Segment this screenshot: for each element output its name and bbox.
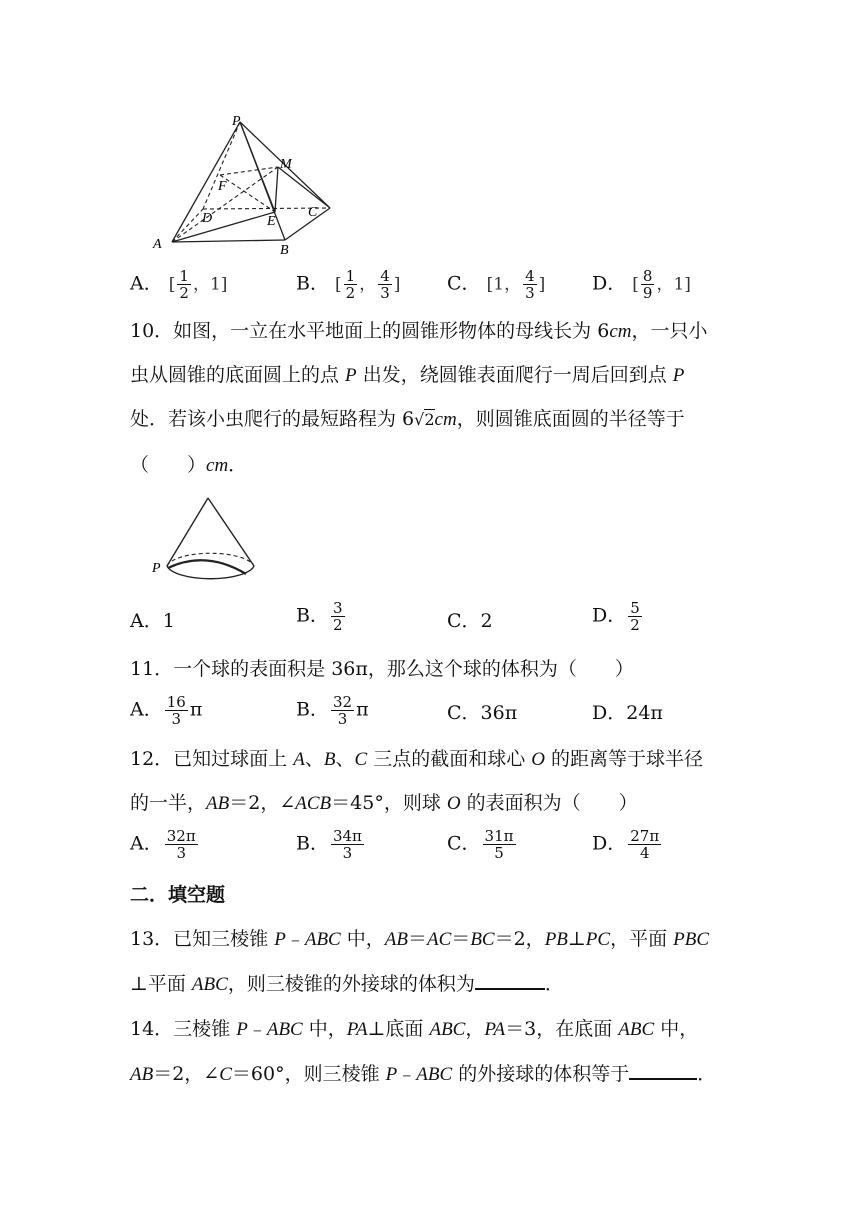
q12-option-c[interactable]: C． $\frac{31\pi}{5}$ [447, 827, 514, 862]
label-C: C [308, 205, 318, 220]
q9-option-d[interactable]: D． [ $\frac{8}{9}$ ，1] [592, 267, 691, 302]
q11-option-b[interactable]: B． $\frac{32}{3}$ π [296, 693, 369, 728]
q11-option-a[interactable]: A． $\frac{16}{3}$ π [130, 693, 203, 728]
q9-option-c[interactable]: C． [1， $\frac{4}{3}$ ] [447, 267, 546, 302]
label-D: D [202, 211, 213, 226]
q9-option-a[interactable]: A． [ $\frac{1}{2}$ ，1] [130, 267, 228, 302]
label-P: P [232, 114, 241, 129]
q10-line-1: 10．如图，一立在水平地面上的圆锥形物体的母线长为 6cm，一只小 [130, 320, 708, 342]
q12-line-1: 12．已知过球面上 A、B、C 三点的截面和球心 O 的距离等于球半径 [130, 748, 704, 770]
q13-line-1: 13．已知三棱锥 P﹣ABC 中，AB＝AC＝BC＝2，PB⊥PC，平面 PBC [130, 928, 709, 950]
q10-option-d[interactable]: D． $\frac{5}{2}$ [592, 599, 640, 634]
q10-line-3: 处．若该小虫爬行的最短路程为 6√2cm，则圆锥底面圆的半径等于 [130, 408, 685, 430]
q12-option-a[interactable]: A． $\frac{32\pi}{3}$ [130, 827, 196, 862]
cone-figure [146, 494, 262, 586]
q10-line-4: （ ）cm． [130, 454, 248, 476]
q9-option-b[interactable]: B． [ $\frac{1}{2}$ ， $\frac{4}{3}$ ] [296, 267, 401, 302]
q10-option-b[interactable]: B． $\frac{3}{2}$ [296, 599, 343, 634]
q11-option-d[interactable]: D．24π [592, 702, 663, 724]
q11-stem: 11．一个球的表面积是 36π，那么这个球的体积为（ ） [130, 658, 634, 680]
q12-option-d[interactable]: D． $\frac{27\pi}{4}$ [592, 827, 660, 862]
cone-label-P: P [152, 561, 161, 576]
q14-line-1: 14．三棱锥 P﹣ABC 中，PA⊥底面 ABC，PA＝3，在底面 ABC 中， [130, 1018, 699, 1040]
q14-line-2: AB＝2，∠C＝60°，则三棱锥 P﹣ABC 的外接球的体积等于 ． [130, 1060, 716, 1088]
label-B: B [280, 243, 289, 254]
q12-line-2: 的一半，AB＝2，∠ACB＝45°，则球 O 的表面积为（ ） [130, 792, 638, 814]
q13-answer-blank[interactable] [475, 970, 545, 990]
section-heading: 二．填空题 [130, 884, 226, 906]
q12-option-b[interactable]: B． $\frac{34\pi}{3}$ [296, 827, 362, 862]
label-F: F [218, 179, 227, 194]
q13-line-2: ⊥平面 ABC，则三棱锥的外接球的体积为 ． [130, 970, 564, 998]
q10-option-c[interactable]: C．2 [447, 610, 493, 632]
q10-option-a[interactable]: A．1 [130, 610, 175, 632]
label-M: M [280, 157, 292, 172]
label-A: A [153, 237, 162, 252]
q14-answer-blank[interactable] [629, 1060, 697, 1080]
pyramid-figure [140, 112, 340, 254]
label-E: E [267, 214, 276, 229]
q10-line-2: 虫从圆锥的底面圆上的点 P 出发，绕圆锥表面爬行一周后回到点 P [130, 364, 685, 386]
q11-option-c[interactable]: C．36π [447, 702, 518, 724]
